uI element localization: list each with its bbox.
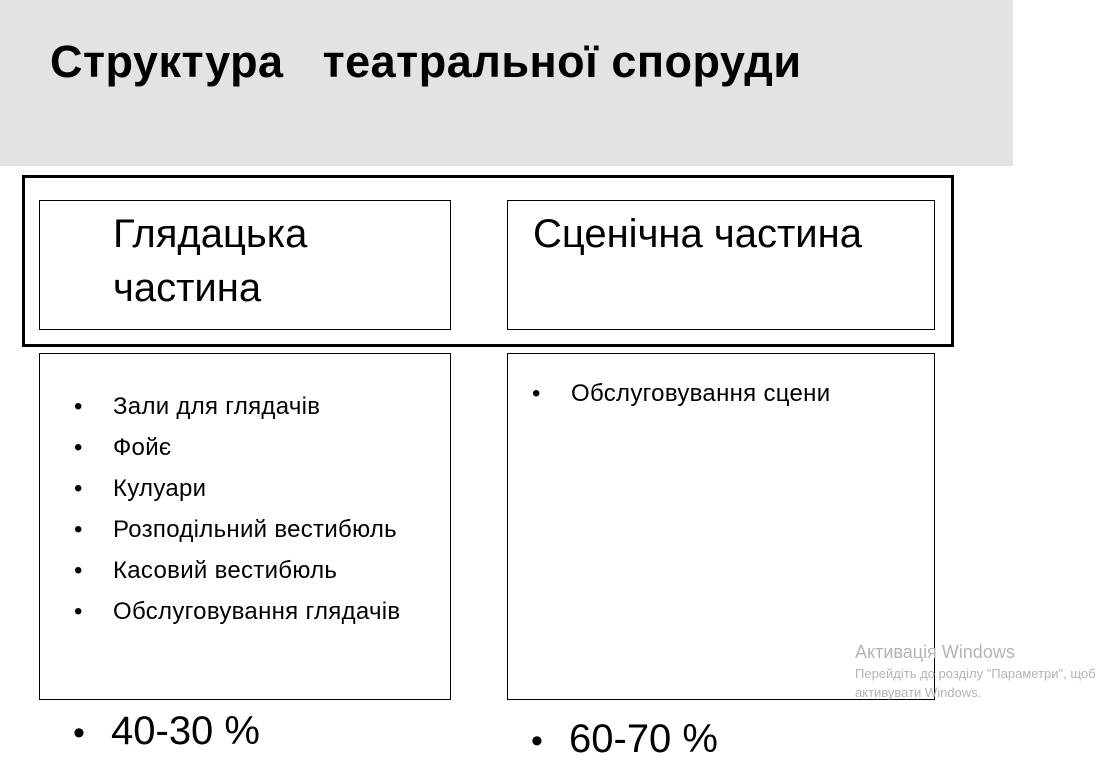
- watermark-line: активувати Windows.: [855, 685, 982, 700]
- audience-part-heading: Глядацька частина: [113, 212, 308, 310]
- bullet-icon: •: [73, 714, 85, 752]
- list-item: [74, 513, 434, 547]
- list-item: [74, 554, 434, 588]
- bullet-icon: •: [74, 434, 83, 461]
- bullet-icon: •: [74, 557, 83, 584]
- list-item: [74, 472, 434, 506]
- bullet-icon: •: [74, 598, 83, 625]
- list-item: [74, 390, 434, 424]
- audience-part-share: [73, 708, 260, 756]
- list-item: [74, 595, 434, 629]
- stage-part-share-value: 60-70 %: [569, 717, 718, 761]
- stage-part-list: [532, 377, 922, 418]
- bullet-icon: •: [74, 393, 83, 420]
- bullet-icon: •: [532, 380, 541, 407]
- bullet-icon: •: [74, 516, 83, 543]
- list-item-text: Кулуари: [113, 475, 207, 502]
- list-item-text: Обслуговування сцени: [571, 380, 831, 407]
- stage-part-header-box: [507, 200, 935, 330]
- audience-part-list: [74, 390, 434, 636]
- windows-activation-watermark: [855, 640, 1096, 702]
- list-item: [532, 377, 922, 411]
- bullet-icon: •: [531, 722, 543, 760]
- list-item-text: Зали для глядачів: [113, 393, 321, 420]
- list-item-text: Розподільний вестибюль: [113, 516, 397, 543]
- watermark-line: Перейдіть до розділу "Параметри", щоб: [855, 666, 1096, 681]
- watermark-title: Активація Windows: [855, 642, 1015, 662]
- list-item-text: Обслуговування глядачів: [113, 598, 401, 625]
- list-item-text: Фойє: [113, 434, 172, 461]
- list-item-text: Касовий вестибюль: [113, 557, 338, 584]
- title-band: [0, 0, 1013, 166]
- audience-part-list-box: [39, 353, 451, 700]
- list-item: [74, 431, 434, 465]
- stage-part-share: [531, 716, 718, 764]
- audience-part-header-box: [39, 200, 451, 330]
- bullet-icon: •: [74, 475, 83, 502]
- audience-part-share-value: 40-30 %: [111, 709, 260, 753]
- stage-part-heading: Сценічна частина: [533, 212, 862, 256]
- slide-title: Структура театральної споруди: [50, 36, 802, 87]
